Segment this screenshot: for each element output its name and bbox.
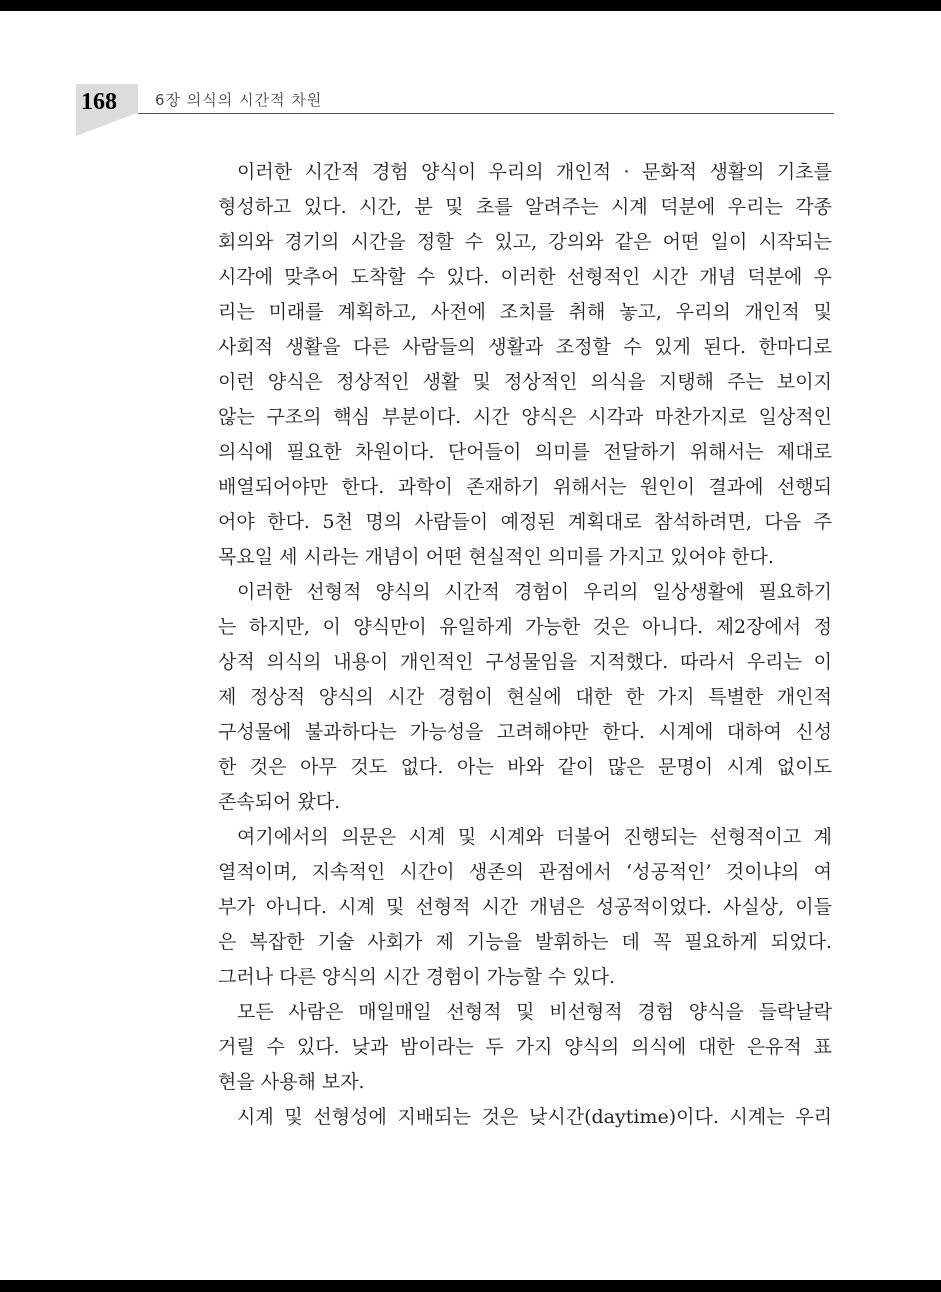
text-line: 시각에 맞추어 도착할 수 있다. 이러한 선형적인 시간 개념 덕분에 우	[218, 266, 832, 288]
text-line: 여기에서의 의문은 시계 및 시계와 더불어 진행되는 선형적이고 계	[237, 826, 832, 848]
text-line: 이런 양식은 정상적인 생활 및 정상적인 의식을 지탱해 주는 보이지	[218, 371, 832, 393]
text-line: 구성물에 불과하다는 가능성을 고려해야만 한다. 시계에 대하여 신성	[218, 721, 832, 743]
text-line: 는 하지만, 이 양식만이 유일하게 가능한 것은 아니다. 제2장에서 정	[218, 616, 832, 638]
text-line: 배열되어야만 한다. 과학이 존재하기 위해서는 원인이 결과에 선행되	[218, 476, 832, 498]
page-number: 168	[81, 89, 117, 115]
text-line: 부가 아니다. 시계 및 선형적 시간 개념은 성공적이었다. 사실상, 이들	[218, 896, 832, 918]
text-line: 어야 한다. 5천 명의 사람들이 예정된 계획대로 참석하려면, 다음 주	[218, 511, 832, 533]
text-line: 않는 구조의 핵심 부분이다. 시간 양식은 시각과 마찬가지로 일상적인	[218, 406, 832, 428]
text-line: 열적이며, 지속적인 시간이 생존의 관점에서 ‘성공적인’ 것이냐의 여	[218, 861, 832, 883]
text-line: 한 것은 아무 것도 없다. 아는 바와 같이 많은 문명이 시계 없이도	[218, 756, 832, 778]
bottom-border-bar	[0, 1280, 941, 1292]
text-line: 거릴 수 있다. 낮과 밤이라는 두 가지 양식의 의식에 대한 은유적 표	[218, 1036, 832, 1058]
text-line: 제 정상적 양식의 시간 경험이 현실에 대한 한 가지 특별한 개인적	[218, 686, 832, 708]
text-line: 시계 및 선형성에 지배되는 것은 낮시간(daytime)이다. 시계는 우리	[237, 1106, 832, 1128]
text-line: 모든 사람은 매일매일 선형적 및 비선형적 경험 양식을 들락날락	[237, 1001, 832, 1023]
top-border-bar	[0, 0, 941, 11]
text-line: 은 복잡한 기술 사회가 제 기능을 발휘하는 데 꼭 필요하게 되었다.	[218, 931, 832, 953]
text-line: 사회적 생활을 다른 사람들의 생활과 조정할 수 있게 된다. 한마디로	[218, 336, 832, 358]
body-text	[218, 155, 832, 1135]
text-line: 이러한 시간적 경험 양식이 우리의 개인적 · 문화적 생활의 기초를	[237, 161, 832, 183]
text-line: 현을 사용해 보자.	[218, 1071, 365, 1093]
text-line: 리는 미래를 계획하고, 사전에 조치를 취해 놓고, 우리의 개인적 및	[218, 301, 832, 323]
text-line: 이러한 선형적 양식의 시간적 경험이 우리의 일상생활에 필요하기	[237, 581, 832, 603]
text-line: 존속되어 왔다.	[218, 791, 341, 813]
running-header-chapter-title: 6장 의식의 시간적 차원	[155, 91, 323, 109]
text-line: 형성하고 있다. 시간, 분 및 초를 알려주는 시계 덕분에 우리는 각종	[218, 196, 832, 218]
text-line: 의식에 필요한 차원이다. 단어들이 의미를 전달하기 위해서는 제대로	[218, 441, 832, 463]
text-line: 상적 의식의 내용이 개인적인 구성물임을 지적했다. 따라서 우리는 이	[218, 651, 832, 673]
text-line: 회의와 경기의 시간을 정할 수 있고, 강의와 같은 어떤 일이 시작되는	[218, 231, 832, 253]
text-line: 목요일 세 시라는 개념이 어떤 현실적인 의미를 가지고 있어야 한다.	[218, 546, 774, 568]
text-line: 그러나 다른 양식의 시간 경험이 가능할 수 있다.	[218, 966, 616, 988]
header-rule	[138, 113, 834, 114]
